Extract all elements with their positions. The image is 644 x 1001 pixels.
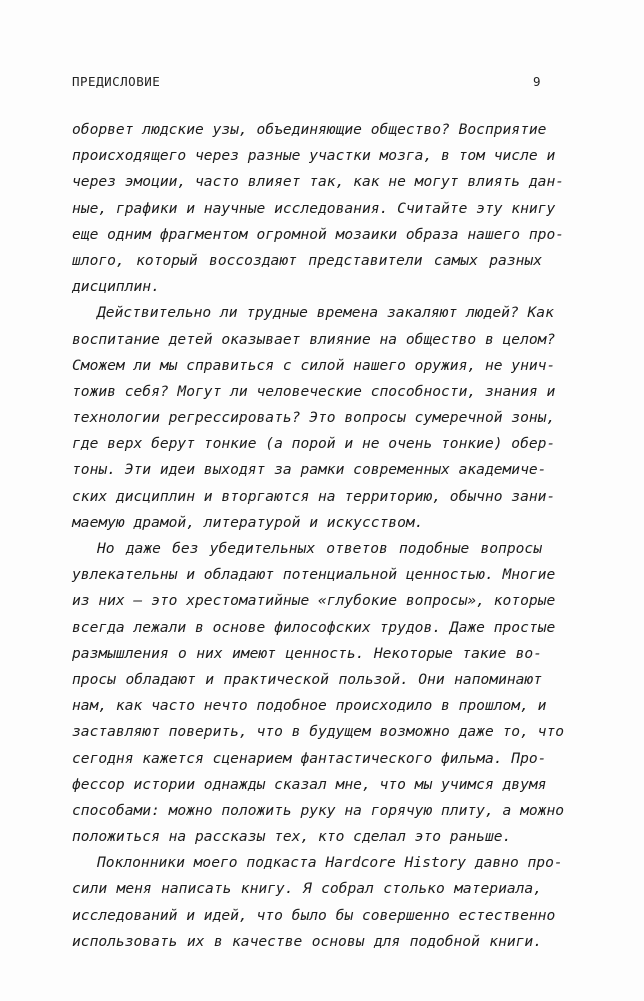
text-line: Поклонники моего подкаста Hardcore History давно про-: [97, 854, 563, 872]
text-line: тоны. Эти идеи выходят за рамки современных академиче-: [72, 461, 547, 479]
text-line: ные, графики и научные исследования. Считайте эту книгу: [72, 199, 556, 217]
text-line: заставляют поверить, что в будущем возможно даже то, что: [72, 723, 565, 741]
paragraph: [72, 117, 565, 300]
body-text: [72, 117, 565, 955]
text-line: где верх берут тонкие (а порой и не очень тонкие) обер-: [72, 435, 556, 453]
text-line: тожив себя? Могут ли человеческие способности, знания и: [72, 382, 556, 400]
text-line: размышления о них имеют ценность. Некоторые такие во-: [72, 644, 542, 662]
running-header: [72, 74, 541, 89]
text-line: использовать их в качестве основы для подобной книги.: [72, 932, 542, 950]
text-line: сегодня кажется сценарием фантастического фильма. Про-: [72, 749, 547, 767]
text-line: дисциплин.: [72, 278, 160, 296]
text-line: воспитание детей оказывает влияние на общество в целом?: [72, 330, 556, 348]
text-line: Действительно ли трудные времена закаляют людей? Как: [97, 304, 554, 322]
text-line: из них — это хрестоматийные «глубокие вопросы», которые: [72, 592, 556, 610]
page-number: 9: [532, 74, 541, 89]
text-line: сили меня написать книгу. Я собрал столько материала,: [72, 880, 542, 898]
text-line: происходящего через разные участки мозга, в том числе и: [72, 147, 556, 165]
text-line: нам, как часто нечто подобное происходило в прошлом, и: [72, 697, 547, 715]
text-line: Сможем ли мы справиться с силой нашего оружия, не унич-: [72, 356, 556, 374]
paragraph: [72, 850, 563, 955]
paragraph: [72, 536, 565, 850]
text-line: фессор истории однажды сказал мне, что мы учимся двумя: [72, 775, 547, 793]
text-line: оборвет людские узы, объединяющие общество? Восприятие: [72, 121, 547, 138]
text-line: Но даже без убедительных ответов подобные вопросы: [97, 540, 542, 557]
text-line: просы обладают и практической пользой. Они напоминают: [72, 670, 542, 688]
text-line: способами: можно положить руку на горячую плиту, а можно: [72, 801, 565, 819]
section-title: ПРЕДИСЛОВИЕ: [72, 74, 161, 89]
text-line: положиться на рассказы тех, кто сделал это раньше.: [72, 828, 512, 846]
text-line: всегда лежали в основе философских трудов. Даже простые: [72, 618, 556, 636]
text-line: маемую драмой, литературой и искусством.: [72, 513, 424, 531]
text-line: еще одним фрагментом огромной мозаики образа нашего про-: [72, 225, 565, 243]
text-line: технологии регрессировать? Это вопросы сумеречной зоны,: [72, 409, 556, 427]
text-line: через эмоции, часто влияет так, как не могут влиять дан-: [72, 173, 565, 191]
text-line: исследований и идей, что было бы совершенно естественно: [72, 906, 556, 924]
paragraph: [72, 300, 556, 536]
text-line: ских дисциплин и вторгаются на территорию, обычно зани-: [72, 487, 556, 505]
text-line: увлекательны и обладают потенциальной ценностью. Многие: [72, 566, 556, 584]
text-line: шлого, который воссоздают представители самых разных: [72, 251, 542, 269]
